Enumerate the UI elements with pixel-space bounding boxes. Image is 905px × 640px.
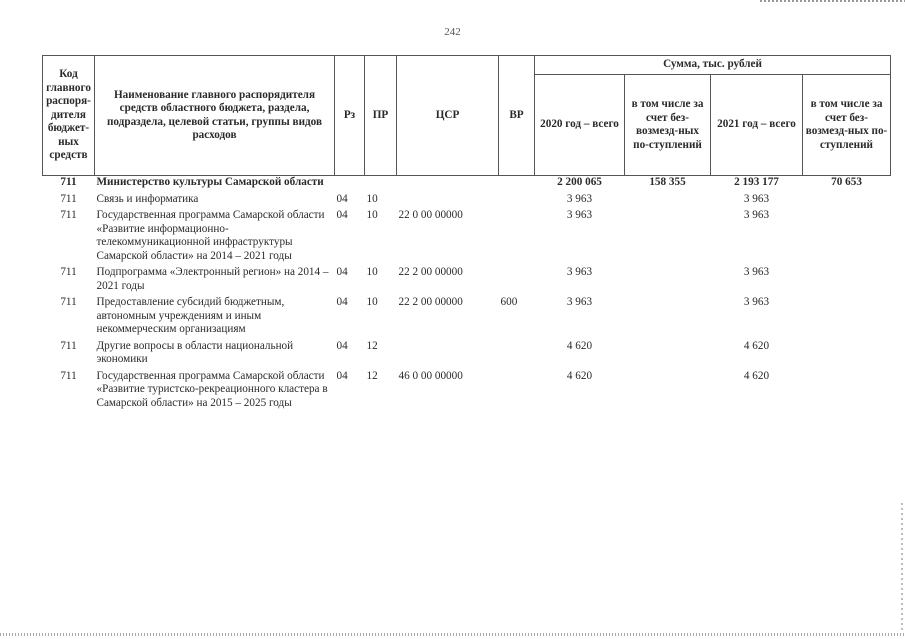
table-row <box>43 293 891 337</box>
cell-rz: 04 <box>336 296 348 308</box>
cell-y2021-free <box>803 337 891 367</box>
cell-pr: 10 <box>366 266 378 278</box>
cell-rz: 04 <box>336 192 348 205</box>
cell-y2021-free <box>803 206 891 263</box>
cell-y2021-total: 2 193 177 <box>711 176 803 190</box>
cell-code: 711 <box>60 266 77 278</box>
cell-name: Подпрограмма «Электронный регион» на 2014 – 2021 годы <box>96 266 329 292</box>
cell-vr <box>499 367 535 411</box>
cell-csr: 22 0 00 00000 <box>398 209 463 221</box>
cell-y2020-total: 3 963 <box>566 209 593 221</box>
cell-vr <box>499 190 535 207</box>
cell-y2021-free <box>803 190 891 207</box>
cell-name: Связь и информатика <box>96 192 199 205</box>
table-row <box>43 190 891 207</box>
header-sum-group: Сумма, тыс. рублей <box>535 56 891 75</box>
cell-code: 711 <box>43 176 95 190</box>
cell-vr <box>499 337 535 367</box>
cell-csr <box>397 337 499 367</box>
cell-code: 711 <box>60 339 77 352</box>
scan-artifact-bottom <box>0 633 905 636</box>
cell-csr: 46 0 00 00000 <box>398 369 463 382</box>
cell-y2021-free <box>803 293 891 337</box>
scan-artifact-right <box>901 500 903 630</box>
header-2020-free: в том числе за счет без-возмезд-ных по-ступлений <box>625 75 711 176</box>
cell-rz: 04 <box>336 266 348 278</box>
table-body <box>43 176 891 411</box>
cell-y2020-free <box>625 293 711 337</box>
cell-y2020-total: 3 963 <box>566 266 593 278</box>
cell-pr: 12 <box>366 339 378 352</box>
cell-y2020-total: 3 963 <box>566 192 593 205</box>
header-code: Код главного распоря-дителя бюджет-ных средств <box>43 56 95 176</box>
cell-code: 711 <box>60 209 77 221</box>
cell-name: Министерство культуры Самарской области <box>95 176 335 190</box>
cell-code: 711 <box>60 369 77 382</box>
cell-vr: 600 <box>500 296 518 308</box>
cell-y2020-free <box>625 206 711 263</box>
header-2021-total: 2021 год – всего <box>711 75 803 176</box>
cell-name: Государственная программа Самарской области «Развитие туристско-рекреационного кластера в Самарской области» на 2015 – 2025 годы <box>96 369 328 409</box>
cell-rz: 04 <box>336 369 348 382</box>
cell-rz <box>335 176 365 190</box>
cell-y2020-free <box>625 263 711 293</box>
cell-vr <box>499 176 535 190</box>
cell-csr: 22 2 00 00000 <box>398 296 463 308</box>
header-rz: Рз <box>335 56 365 176</box>
table-row <box>43 337 891 367</box>
cell-pr: 12 <box>366 369 378 382</box>
cell-csr: 22 2 00 00000 <box>398 266 463 278</box>
cell-y2021-total: 3 963 <box>743 266 770 278</box>
cell-csr <box>397 190 499 207</box>
cell-rz: 04 <box>336 339 348 352</box>
header-2021-free: в том числе за счет без-возмезд-ных по-ступлений <box>803 75 891 176</box>
cell-y2020-total: 2 200 065 <box>535 176 625 190</box>
cell-name: Другие вопросы в области национальной экономики <box>96 339 294 365</box>
table-header <box>43 56 891 176</box>
cell-y2021-total: 3 963 <box>743 192 770 205</box>
header-name: Наименование главного распорядителя средств областного бюджета, раздела, подраздела, целевой статьи, группы видов расходов <box>95 56 335 176</box>
scan-artifact-top <box>760 0 905 2</box>
header-pr: ПР <box>365 56 397 176</box>
cell-y2021-total: 4 620 <box>743 369 770 382</box>
cell-pr: 10 <box>366 296 378 308</box>
cell-y2021-free: 70 653 <box>803 176 891 190</box>
cell-y2021-total: 3 963 <box>743 209 770 221</box>
cell-pr <box>365 176 397 190</box>
table-row <box>43 263 891 293</box>
cell-y2021-total: 4 620 <box>743 339 770 352</box>
table-row <box>43 367 891 411</box>
cell-code: 711 <box>60 296 77 308</box>
cell-pr: 10 <box>366 209 378 221</box>
cell-y2020-free <box>625 190 711 207</box>
budget-table <box>42 55 891 410</box>
cell-y2020-free <box>625 367 711 411</box>
cell-name: Предоставление субсидий бюджетным, автономным учреждениям и иным некоммерческим организациям <box>96 296 285 335</box>
header-csr: ЦСР <box>397 56 499 176</box>
cell-csr <box>397 176 499 190</box>
cell-y2020-total: 3 963 <box>566 296 593 308</box>
header-2020-total: 2020 год – всего <box>535 75 625 176</box>
cell-y2021-free <box>803 263 891 293</box>
cell-y2020-total: 4 620 <box>566 369 593 382</box>
cell-y2020-free <box>625 337 711 367</box>
page-number: 242 <box>444 26 461 38</box>
table-row <box>43 206 891 263</box>
cell-name: Государственная программа Самарской области «Развитие информационно-телекоммуникационной инфраструктуры Самарской области» на 2014 – 2021 годы <box>96 209 325 262</box>
cell-code: 711 <box>60 192 77 205</box>
table-row <box>43 176 891 190</box>
cell-y2021-free <box>803 367 891 411</box>
cell-y2020-total: 4 620 <box>566 339 593 352</box>
cell-vr <box>499 263 535 293</box>
header-vr: ВР <box>499 56 535 176</box>
cell-y2021-total: 3 963 <box>743 296 770 308</box>
cell-y2020-free: 158 355 <box>625 176 711 190</box>
cell-vr <box>499 206 535 263</box>
cell-rz: 04 <box>336 209 348 221</box>
cell-pr: 10 <box>366 192 378 205</box>
